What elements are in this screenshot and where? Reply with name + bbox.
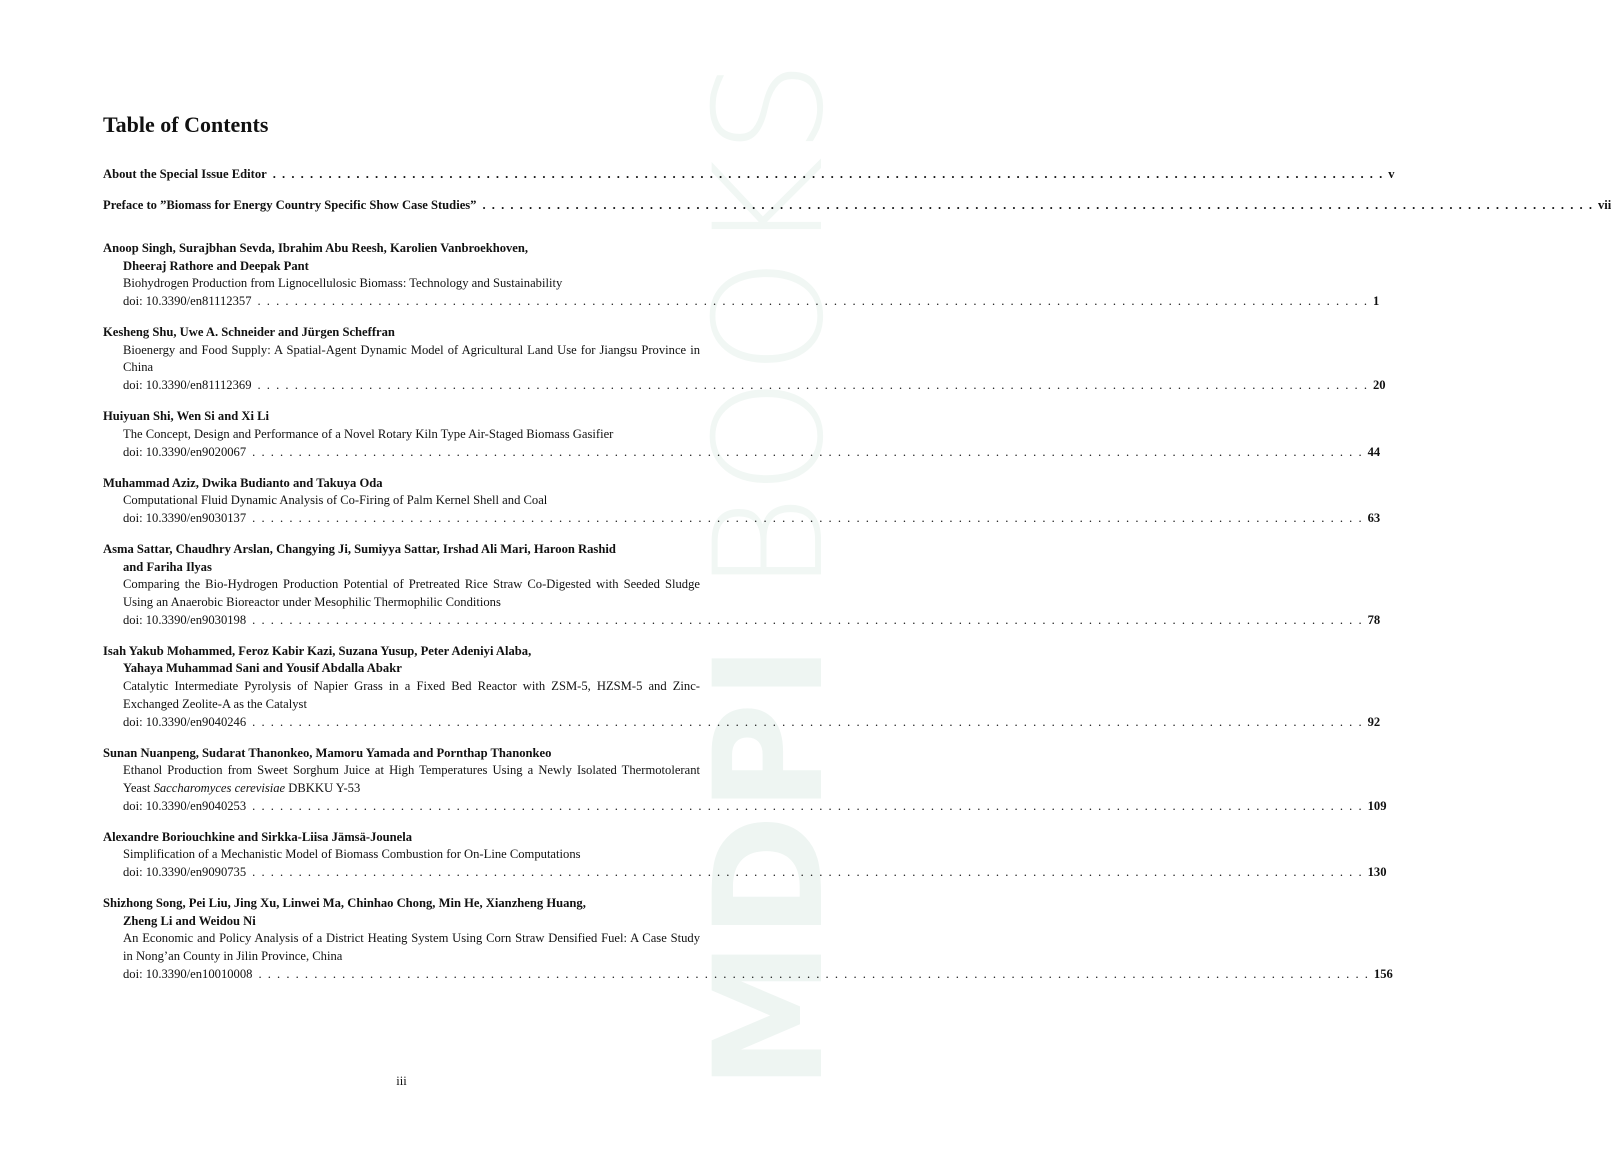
title-text: Simplification of a Mechanistic Model of Biomass Combustion for On-Line Computations [123, 847, 581, 862]
entry-title[interactable] [123, 678, 700, 713]
entry-doi-row: doi: 10.3390/en9020067 . . . . . . . . . . . . . . . . . . . . . . . . . . . . . . . . . . . . . . . . . . . . . . . . . . . . . . . . . . . . . . . . . . . . . . . . . . . . . . . . . . . . . . . . . . . . . . . . . . . . . . . . . . . . . . . . . . . . . . . . 44 [123, 444, 700, 462]
entry-doi[interactable]: doi: 10.3390/en9040253 [123, 798, 247, 813]
entry-doi[interactable]: doi: 10.3390/en9030137 [123, 510, 247, 525]
dot-leader: . . . . . . . . . . . . . . . . . . . . . . . . . . . . . . . . . . . . . . . . . . . . . . . . . . . . . . . . . . . . . . . . . . . . . . . . . . . . . . . . . . . . . . . . . . . . . . . . . . . . . . . . . . . . . . . . . . . . . . . . [482, 198, 1592, 213]
author-line: Sunan Nuanpeng, Sudarat Thanonkeo, Mamoru Yamada and Pornthap Thanonkeo [103, 745, 552, 760]
entry-title[interactable] [123, 342, 700, 377]
title-text: Catalytic Intermediate Pyrolysis of Napier Grass in a Fixed Bed Reactor with ZSM-5, HZSM-5 and Zinc-Exchanged Zeolite-A as the Catalyst [123, 679, 700, 711]
entry-doi-row: doi: 10.3390/en9040253 . . . . . . . . . . . . . . . . . . . . . . . . . . . . . . . . . . . . . . . . . . . . . . . . . . . . . . . . . . . . . . . . . . . . . . . . . . . . . . . . . . . . . . . . . . . . . . . . . . . . . . . . . . . . . . . . . . . . . . . . 109 [123, 798, 700, 816]
toc-entry[interactable] [103, 240, 1380, 311]
author-line: Yahaya Muhammad Sani and Yousif Abdalla Abakr [123, 661, 402, 676]
title-text: The Concept, Design and Performance of a Novel Rotary Kiln Type Air-Staged Biomass Gasifier [123, 426, 614, 441]
author-line: Zheng Li and Weidou Ni [123, 913, 256, 928]
author-line: Muhammad Aziz, Dwika Budianto and Takuya Oda [103, 475, 383, 490]
author-line: and Fariha Ilyas [123, 559, 212, 574]
entry-authors [103, 541, 700, 576]
dot-leader: . . . . . . . . . . . . . . . . . . . . . . . . . . . . . . . . . . . . . . . . . . . . . . . . . . . . . . . . . . . . . . . . . . . . . . . . . . . . . . . . . . . . . . . . . . . . . . . . . . . . . . . . . . . . . . . . . . . . . . . . [252, 865, 1362, 880]
dot-leader: . . . . . . . . . . . . . . . . . . . . . . . . . . . . . . . . . . . . . . . . . . . . . . . . . . . . . . . . . . . . . . . . . . . . . . . . . . . . . . . . . . . . . . . . . . . . . . . . . . . . . . . . . . . . . . . . . . . . . . . . [252, 714, 1362, 729]
species-name-italic: Saccharomyces cerevisiae [153, 780, 286, 795]
dot-leader: . . . . . . . . . . . . . . . . . . . . . . . . . . . . . . . . . . . . . . . . . . . . . . . . . . . . . . . . . . . . . . . . . . . . . . . . . . . . . . . . . . . . . . . . . . . . . . . . . . . . . . . . . . . . . . . . . . . . . . . . [272, 167, 1383, 181]
watermark-mdpi: MDPI [683, 642, 857, 1090]
author-line: Kesheng Shu, Uwe A. Schneider and Jürgen Scheffran [103, 325, 395, 340]
dot-leader: . . . . . . . . . . . . . . . . . . . . . . . . . . . . . . . . . . . . . . . . . . . . . . . . . . . . . . . . . . . . . . . . . . . . . . . . . . . . . . . . . . . . . . . . . . . . . . . . . . . . . . . . . . . . . . . . . . . . . . . . [252, 444, 1362, 459]
entry-doi[interactable]: doi: 10.3390/en9030198 [123, 612, 247, 627]
page-title: Table of Contents [103, 112, 269, 137]
toc-entry[interactable] [103, 643, 1381, 732]
dot-leader: . . . . . . . . . . . . . . . . . . . . . . . . . . . . . . . . . . . . . . . . . . . . . . . . . . . . . . . . . . . . . . . . . . . . . . . . . . . . . . . . . . . . . . . . . . . . . . . . . . . . . . . . . . . . . . . . . . . . . . . . [252, 612, 1362, 627]
entry-title[interactable] [123, 930, 700, 965]
entry-title[interactable] [123, 576, 700, 611]
entry-authors [103, 475, 700, 493]
entry-doi[interactable]: doi: 10.3390/en81112357 [123, 294, 252, 309]
toc-entry[interactable] [103, 475, 1381, 528]
entry-doi[interactable]: doi: 10.3390/en9020067 [123, 444, 247, 459]
entry-doi-row: doi: 10.3390/en81112357 . . . . . . . . . . . . . . . . . . . . . . . . . . . . . . . . . . . . . . . . . . . . . . . . . . . . . . . . . . . . . . . . . . . . . . . . . . . . . . . . . . . . . . . . . . . . . . . . . . . . . . . . . . . . . . . . . . . . . . . . 1 [123, 293, 700, 311]
toc-entry[interactable] [103, 324, 1386, 395]
entry-title[interactable] [123, 846, 700, 864]
toc-item-label: About the Special Issue Editor [103, 167, 267, 181]
entry-title[interactable] [123, 492, 700, 510]
watermark-books: BOOKS [683, 57, 857, 593]
title-text: DBKKU Y-53 [285, 780, 361, 795]
toc-entry[interactable] [103, 745, 1387, 816]
title-text: Ethanol Production from Sweet Sorghum Juice at High Temperatures Using a Newly Isolated Thermotolerant Yeast [123, 763, 700, 795]
entry-doi-row: doi: 10.3390/en9040246 . . . . . . . . . . . . . . . . . . . . . . . . . . . . . . . . . . . . . . . . . . . . . . . . . . . . . . . . . . . . . . . . . . . . . . . . . . . . . . . . . . . . . . . . . . . . . . . . . . . . . . . . . . . . . . . . . . . . . . . . 92 [123, 714, 700, 732]
dot-leader: . . . . . . . . . . . . . . . . . . . . . . . . . . . . . . . . . . . . . . . . . . . . . . . . . . . . . . . . . . . . . . . . . . . . . . . . . . . . . . . . . . . . . . . . . . . . . . . . . . . . . . . . . . . . . . . . . . . . . . . . [257, 294, 1367, 309]
toc-entry[interactable] [103, 895, 1393, 984]
entry-doi[interactable]: doi: 10.3390/en81112369 [123, 378, 252, 393]
entry-doi[interactable]: doi: 10.3390/en9090735 [123, 865, 247, 880]
entry-doi-row: doi: 10.3390/en9090735 . . . . . . . . . . . . . . . . . . . . . . . . . . . . . . . . . . . . . . . . . . . . . . . . . . . . . . . . . . . . . . . . . . . . . . . . . . . . . . . . . . . . . . . . . . . . . . . . . . . . . . . . . . . . . . . . . . . . . . . . 130 [123, 864, 700, 882]
entry-authors [103, 240, 700, 275]
entry-authors [103, 324, 700, 342]
author-line: Dheeraj Rathore and Deepak Pant [123, 258, 309, 273]
dot-leader: . . . . . . . . . . . . . . . . . . . . . . . . . . . . . . . . . . . . . . . . . . . . . . . . . . . . . . . . . . . . . . . . . . . . . . . . . . . . . . . . . . . . . . . . . . . . . . . . . . . . . . . . . . . . . . . . . . . . . . . . [258, 966, 1368, 981]
entry-authors [103, 829, 700, 847]
toc-item-label: Preface to ”Biomass for Energy Country Specific Show Case Studies” [103, 198, 477, 213]
dot-leader: . . . . . . . . . . . . . . . . . . . . . . . . . . . . . . . . . . . . . . . . . . . . . . . . . . . . . . . . . . . . . . . . . . . . . . . . . . . . . . . . . . . . . . . . . . . . . . . . . . . . . . . . . . . . . . . . . . . . . . . . [252, 510, 1362, 525]
toc-entry[interactable] [103, 829, 1387, 882]
entry-title[interactable] [123, 275, 700, 293]
toc-front-matter-item[interactable]: About the Special Issue Editor . . . . . . . . . . . . . . . . . . . . . . . . . . . . . . . . . . . . . . . . . . . . . . . . . . . . . . . . . . . . . . . . . . . . . . . . . . . . . . . . . . . . . . . . . . . . . . . . . . . . . . . . . . . . . . . . . . . . . . . . v [103, 166, 700, 184]
toc-entry[interactable] [103, 541, 1381, 630]
entry-doi-row: doi: 10.3390/en9030137 . . . . . . . . . . . . . . . . . . . . . . . . . . . . . . . . . . . . . . . . . . . . . . . . . . . . . . . . . . . . . . . . . . . . . . . . . . . . . . . . . . . . . . . . . . . . . . . . . . . . . . . . . . . . . . . . . . . . . . . . 63 [123, 510, 700, 528]
title-text: Bioenergy and Food Supply: A Spatial-Agent Dynamic Model of Agricultural Land Use for Jiangsu Province in China [123, 342, 700, 375]
title-text: Comparing the Bio-Hydrogen Production Potential of Pretreated Rice Straw Co-Digested with Seeded Sludge Using an Anaerobic Bioreactor under Mesophilic Thermophilic Conditions [123, 577, 700, 610]
toc-front-matter-item[interactable]: Preface to ”Biomass for Energy Country Specific Show Case Studies” . . . . . . . . . . . . . . . . . . . . . . . . . . . . . . . . . . . . . . . . . . . . . . . . . . . . . . . . . . . . . . . . . . . . . . . . . . . . . . . . . . . . . . . . . . . . . . . . . . . . . . . . . . . . . . . . . . . . . . . . vii [103, 197, 700, 215]
entry-doi[interactable]: doi: 10.3390/en10010008 [123, 966, 253, 981]
author-line: Shizhong Song, Pei Liu, Jing Xu, Linwei Ma, Chinhao Chong, Min He, Xianzheng Huang, [103, 896, 586, 911]
entry-authors [103, 895, 700, 930]
author-line: Huiyuan Shi, Wen Si and Xi Li [103, 409, 270, 424]
title-text: Computational Fluid Dynamic Analysis of Co-Firing of Palm Kernel Shell and Coal [123, 493, 548, 508]
toc-entry[interactable] [103, 408, 1381, 461]
author-line: Isah Yakub Mohammed, Feroz Kabir Kazi, Suzana Yusup, Peter Adeniyi Alaba, [103, 643, 532, 658]
entry-title[interactable] [123, 426, 700, 444]
entry-doi-row: doi: 10.3390/en81112369 . . . . . . . . . . . . . . . . . . . . . . . . . . . . . . . . . . . . . . . . . . . . . . . . . . . . . . . . . . . . . . . . . . . . . . . . . . . . . . . . . . . . . . . . . . . . . . . . . . . . . . . . . . . . . . . . . . . . . . . . 20 [123, 377, 700, 395]
entry-authors [103, 408, 700, 426]
page-number-footer: iii [396, 1074, 407, 1088]
author-line: Alexandre Boriouchkine and Sirkka-Liisa Jämsä-Jounela [103, 829, 413, 844]
dot-leader: . . . . . . . . . . . . . . . . . . . . . . . . . . . . . . . . . . . . . . . . . . . . . . . . . . . . . . . . . . . . . . . . . . . . . . . . . . . . . . . . . . . . . . . . . . . . . . . . . . . . . . . . . . . . . . . . . . . . . . . . [252, 798, 1362, 813]
dot-leader: . . . . . . . . . . . . . . . . . . . . . . . . . . . . . . . . . . . . . . . . . . . . . . . . . . . . . . . . . . . . . . . . . . . . . . . . . . . . . . . . . . . . . . . . . . . . . . . . . . . . . . . . . . . . . . . . . . . . . . . . [257, 378, 1367, 393]
entry-doi[interactable]: doi: 10.3390/en9040246 [123, 714, 247, 729]
entry-authors [103, 745, 700, 763]
author-line: Asma Sattar, Chaudhry Arslan, Changying Ji, Sumiyya Sattar, Irshad Ali Mari, Haroon Rashid [103, 541, 616, 556]
entry-authors [103, 643, 700, 678]
entry-title[interactable] [123, 762, 700, 797]
title-text: Biohydrogen Production from Lignocellulosic Biomass: Technology and Sustainability [123, 276, 563, 291]
author-line: Anoop Singh, Surajbhan Sevda, Ibrahim Abu Reesh, Karolien Vanbroekhoven, [103, 240, 529, 255]
title-text: An Economic and Policy Analysis of a District Heating System Using Corn Straw Densified Fuel: A Case Study in Nong’an County in Jilin Province, China [123, 931, 700, 964]
entry-doi-row: doi: 10.3390/en10010008 . . . . . . . . . . . . . . . . . . . . . . . . . . . . . . . . . . . . . . . . . . . . . . . . . . . . . . . . . . . . . . . . . . . . . . . . . . . . . . . . . . . . . . . . . . . . . . . . . . . . . . . . . . . . . . . . . . . . . . . . 156 [123, 966, 700, 984]
entry-doi-row: doi: 10.3390/en9030198 . . . . . . . . . . . . . . . . . . . . . . . . . . . . . . . . . . . . . . . . . . . . . . . . . . . . . . . . . . . . . . . . . . . . . . . . . . . . . . . . . . . . . . . . . . . . . . . . . . . . . . . . . . . . . . . . . . . . . . . . 78 [123, 612, 700, 630]
